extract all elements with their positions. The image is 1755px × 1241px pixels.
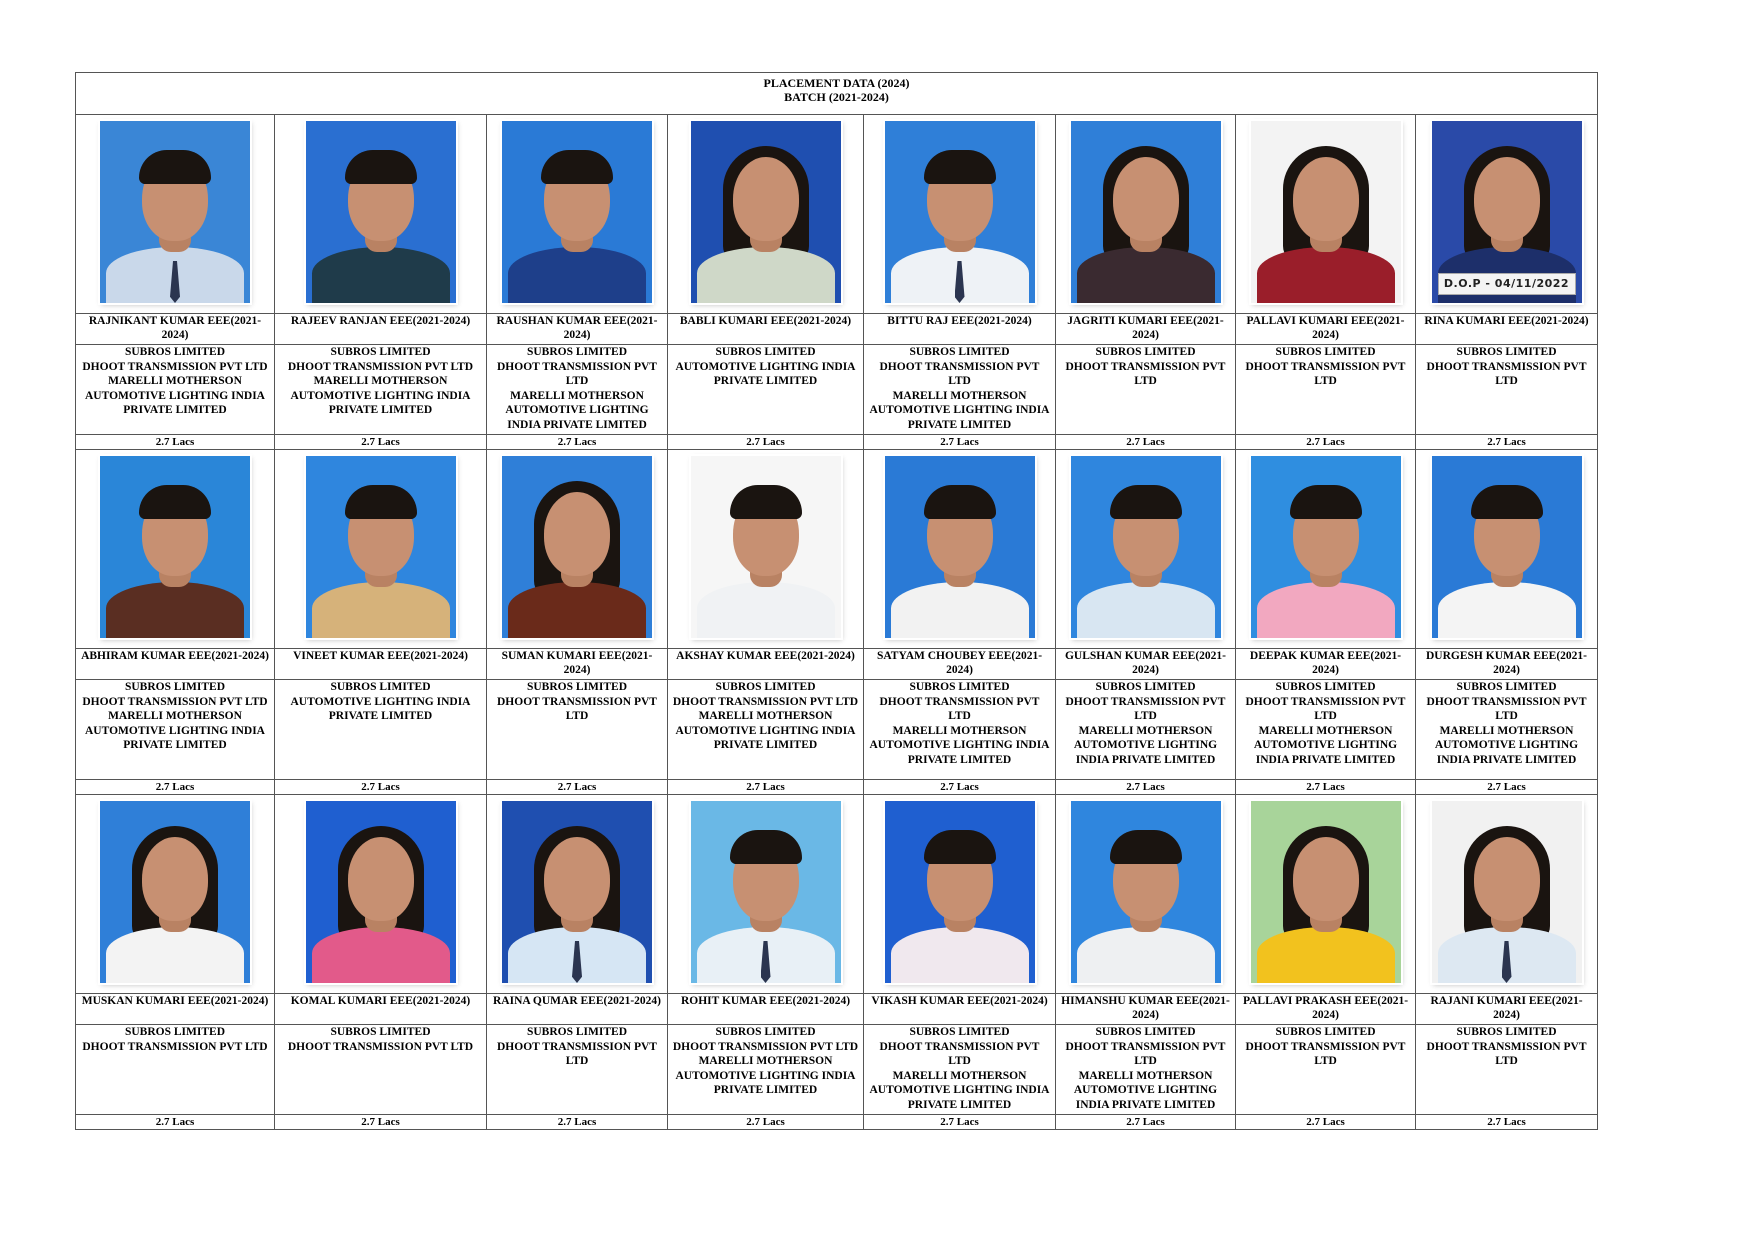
company-name: SUBROS LIMITED (1275, 681, 1376, 693)
salary-value: 2.7 Lacs (1416, 435, 1598, 450)
company-name: MARELLI MOTHERSON AUTOMOTIVE LIGHTING INDIA PRIVATE LIMITED (675, 1055, 856, 1096)
student-photo (885, 121, 1035, 303)
company-name: SUBROS LIMITED (715, 1026, 816, 1038)
student-photo (691, 121, 841, 303)
name-row (76, 994, 1598, 1025)
salary-value: 2.7 Lacs (275, 780, 487, 795)
photo-cell (1236, 450, 1416, 649)
student-name: RINA KUMARI EEE(2021-2024) (1416, 314, 1598, 345)
shirt (697, 247, 835, 303)
shirt (312, 927, 450, 983)
student-photo (306, 456, 456, 638)
student-name: GULSHAN KUMAR EEE(2021-2024) (1056, 649, 1236, 680)
salary-value: 2.7 Lacs (668, 780, 864, 795)
company-list (275, 680, 487, 780)
company-name: DHOOT TRANSMISSION PVT LTD (287, 360, 474, 373)
company-row (76, 1025, 1598, 1115)
face (142, 837, 208, 921)
company-list (1056, 345, 1236, 435)
face (1113, 157, 1179, 241)
title-cell (76, 73, 1598, 115)
company-name: DHOOT TRANSMISSION PVT LTD (1065, 360, 1226, 387)
company-name: DHOOT TRANSMISSION PVT LTD (1245, 695, 1406, 722)
hair (730, 830, 802, 864)
company-name: DHOOT TRANSMISSION PVT LTD (1065, 1040, 1226, 1067)
shirt (1077, 927, 1215, 983)
student-photo (100, 121, 250, 303)
student-photo (100, 801, 250, 983)
photo-cell (1416, 450, 1598, 649)
hair (1110, 485, 1182, 519)
company-list (1236, 680, 1416, 780)
salary-value: 2.7 Lacs (1056, 780, 1236, 795)
salary-row (76, 435, 1598, 450)
student-name: PALLAVI PRAKASH EEE(2021-2024) (1236, 994, 1416, 1025)
student-name: DURGESH KUMAR EEE(2021-2024) (1416, 649, 1598, 680)
name-row (76, 649, 1598, 680)
photo-cell (487, 795, 668, 994)
photo-cell (864, 450, 1056, 649)
photo-cell (275, 115, 487, 314)
shirt (1077, 582, 1215, 638)
student-photo (1071, 801, 1221, 983)
photo-cell (1236, 115, 1416, 314)
hair (345, 485, 417, 519)
company-name: DHOOT TRANSMISSION PVT LTD (879, 695, 1040, 722)
student-photo (691, 456, 841, 638)
photo-cell (275, 450, 487, 649)
company-list (76, 680, 275, 780)
company-name: SUBROS LIMITED (715, 346, 816, 358)
salary-value: 2.7 Lacs (1236, 1115, 1416, 1130)
company-name: SUBROS LIMITED (526, 1026, 627, 1038)
salary-value: 2.7 Lacs (1056, 435, 1236, 450)
company-name: SUBROS LIMITED (1095, 346, 1196, 358)
salary-value: 2.7 Lacs (864, 780, 1056, 795)
student-photo (1432, 456, 1582, 638)
company-name: SUBROS LIMITED (715, 681, 816, 693)
student-name: RAJANI KUMARI EEE(2021-2024) (1416, 994, 1598, 1025)
company-list (668, 345, 864, 435)
student-photo (1432, 121, 1582, 303)
photo-cell (76, 115, 275, 314)
salary-value: 2.7 Lacs (76, 1115, 275, 1130)
salary-value: 2.7 Lacs (1416, 780, 1598, 795)
company-name: DHOOT TRANSMISSION PVT LTD (1426, 1040, 1587, 1067)
company-list (487, 680, 668, 780)
shirt (1077, 247, 1215, 303)
company-name: MARELLI MOTHERSON AUTOMOTIVE LIGHTING INDIA PRIVATE LIMITED (869, 1069, 1050, 1111)
title-row (76, 73, 1598, 115)
student-name: VINEET KUMAR EEE(2021-2024) (275, 649, 487, 680)
company-name: MARELLI MOTHERSON AUTOMOTIVE LIGHTING INDIA PRIVATE LIMITED (1253, 724, 1398, 766)
student-name: RAUSHAN KUMAR EEE(2021-2024) (487, 314, 668, 345)
hair (139, 150, 211, 184)
shirt (697, 582, 835, 638)
photo-cell (864, 795, 1056, 994)
salary-value: 2.7 Lacs (668, 1115, 864, 1130)
face (544, 837, 610, 921)
company-name: DHOOT TRANSMISSION PVT LTD (497, 695, 657, 722)
company-row (76, 680, 1598, 780)
photo-cell (668, 450, 864, 649)
company-list (864, 680, 1056, 780)
shirt (312, 582, 450, 638)
hair (924, 485, 996, 519)
hair (541, 150, 613, 184)
salary-row (76, 1115, 1598, 1130)
shirt (1257, 247, 1395, 303)
photo-date-stamp: D.O.P - 04/11/2022 (1438, 273, 1576, 295)
company-name: DHOOT TRANSMISSION PVT LTD (497, 1040, 657, 1067)
student-photo (100, 456, 250, 638)
student-photo (1071, 456, 1221, 638)
shirt (106, 582, 244, 638)
salary-value: 2.7 Lacs (1416, 1115, 1598, 1130)
salary-value: 2.7 Lacs (275, 1115, 487, 1130)
photo-cell (1416, 115, 1598, 314)
company-name: SUBROS LIMITED (526, 681, 627, 693)
company-name: SUBROS LIMITED (1275, 1026, 1376, 1038)
photo-cell (864, 115, 1056, 314)
company-name: SUBROS LIMITED (1456, 681, 1557, 693)
shirt (508, 247, 646, 303)
company-name: SUBROS LIMITED (1275, 346, 1376, 358)
shirt (1257, 582, 1395, 638)
company-name: MARELLI MOTHERSON AUTOMOTIVE LIGHTING INDIA PRIVATE LIMITED (675, 710, 856, 751)
salary-value: 2.7 Lacs (668, 435, 864, 450)
company-name: DHOOT TRANSMISSION PVT LTD (879, 360, 1040, 387)
company-list (275, 345, 487, 435)
salary-value: 2.7 Lacs (487, 780, 668, 795)
face (733, 157, 799, 241)
photo-cell (1056, 115, 1236, 314)
company-name: DHOOT TRANSMISSION PVT LTD (82, 695, 268, 708)
student-name: AKSHAY KUMAR EEE(2021-2024) (668, 649, 864, 680)
company-list (76, 345, 275, 435)
placement-table (75, 72, 1598, 1130)
shirt (106, 927, 244, 983)
student-name: JAGRITI KUMARI EEE(2021-2024) (1056, 314, 1236, 345)
salary-value: 2.7 Lacs (76, 435, 275, 450)
photo-cell (668, 795, 864, 994)
company-name: DHOOT TRANSMISSION PVT LTD (1426, 695, 1587, 722)
face (348, 837, 414, 921)
student-photo (1071, 121, 1221, 303)
company-list (76, 1025, 275, 1115)
salary-row (76, 780, 1598, 795)
hair (730, 485, 802, 519)
company-list (668, 680, 864, 780)
company-name: DHOOT TRANSMISSION PVT LTD (287, 1040, 474, 1053)
student-name: RAJNIKANT KUMAR EEE(2021-2024) (76, 314, 275, 345)
company-list (668, 1025, 864, 1115)
company-list (275, 1025, 487, 1115)
student-name: MUSKAN KUMARI EEE(2021-2024) (76, 994, 275, 1025)
salary-value: 2.7 Lacs (864, 435, 1056, 450)
shirt (508, 582, 646, 638)
company-list (1416, 680, 1598, 780)
hair (924, 830, 996, 864)
company-name: SUBROS LIMITED (124, 1026, 225, 1038)
company-name: MARELLI MOTHERSON AUTOMOTIVE LIGHTING INDIA PRIVATE LIMITED (869, 724, 1050, 766)
photo-row (76, 795, 1598, 994)
salary-value: 2.7 Lacs (487, 435, 668, 450)
student-photo (502, 121, 652, 303)
shirt (1257, 927, 1395, 983)
company-name: SUBROS LIMITED (330, 1026, 431, 1038)
photo-cell (487, 450, 668, 649)
salary-value: 2.7 Lacs (487, 1115, 668, 1130)
salary-value: 2.7 Lacs (864, 1115, 1056, 1130)
student-photo (306, 801, 456, 983)
hair (924, 150, 996, 184)
company-name: MARELLI MOTHERSON AUTOMOTIVE LIGHTING INDIA PRIVATE LIMITED (1434, 724, 1579, 766)
face (1293, 157, 1359, 241)
student-photo (885, 456, 1035, 638)
company-list (1416, 1025, 1598, 1115)
company-name: DHOOT TRANSMISSION PVT LTD (672, 695, 859, 708)
photo-row (76, 115, 1598, 314)
company-list (1056, 1025, 1236, 1115)
company-name: DHOOT TRANSMISSION PVT LTD (497, 360, 657, 387)
company-name: SUBROS LIMITED (1456, 346, 1557, 358)
student-name: PALLAVI KUMARI EEE(2021-2024) (1236, 314, 1416, 345)
salary-value: 2.7 Lacs (1236, 435, 1416, 450)
student-name: BITTU RAJ EEE(2021-2024) (864, 314, 1056, 345)
photo-cell (668, 115, 864, 314)
photo-cell (1416, 795, 1598, 994)
student-photo (306, 121, 456, 303)
student-name: ABHIRAM KUMAR EEE(2021-2024) (76, 649, 275, 680)
company-list (864, 1025, 1056, 1115)
face (1293, 837, 1359, 921)
student-photo (502, 801, 652, 983)
company-name: DHOOT TRANSMISSION PVT LTD (82, 360, 268, 373)
student-name: DEEPAK KUMAR EEE(2021-2024) (1236, 649, 1416, 680)
hair (139, 485, 211, 519)
company-name: SUBROS LIMITED (909, 346, 1010, 358)
student-name: SATYAM CHOUBEY EEE(2021-2024) (864, 649, 1056, 680)
student-name: HIMANSHU KUMAR EEE(2021-2024) (1056, 994, 1236, 1025)
photo-cell (1056, 795, 1236, 994)
shirt (891, 927, 1029, 983)
company-name: DHOOT TRANSMISSION PVT LTD (879, 1040, 1040, 1067)
student-photo (1251, 801, 1401, 983)
student-photo (691, 801, 841, 983)
student-photo (885, 801, 1035, 983)
company-name: DHOOT TRANSMISSION PVT LTD (672, 1040, 859, 1053)
company-name: AUTOMOTIVE LIGHTING INDIA PRIVATE LIMITED (290, 695, 471, 722)
company-name: AUTOMOTIVE LIGHTING INDIA PRIVATE LIMITED (675, 360, 856, 387)
student-name: ROHIT KUMAR EEE(2021-2024) (668, 994, 864, 1025)
name-row (76, 314, 1598, 345)
salary-value: 2.7 Lacs (76, 780, 275, 795)
company-name: SUBROS LIMITED (1456, 1026, 1557, 1038)
company-name: MARELLI MOTHERSON AUTOMOTIVE LIGHTING INDIA PRIVATE LIMITED (1073, 1069, 1218, 1111)
batch-label: BATCH (2021-2024) (784, 90, 889, 104)
company-name: MARELLI MOTHERSON AUTOMOTIVE LIGHTING INDIA PRIVATE LIMITED (85, 375, 265, 416)
company-name: SUBROS LIMITED (909, 681, 1010, 693)
face (544, 492, 610, 576)
hair (345, 150, 417, 184)
company-name: SUBROS LIMITED (330, 681, 431, 693)
student-name: KOMAL KUMARI EEE(2021-2024) (275, 994, 487, 1025)
company-name: MARELLI MOTHERSON AUTOMOTIVE LIGHTING INDIA PRIVATE LIMITED (505, 389, 649, 431)
hair (1471, 485, 1543, 519)
company-name: SUBROS LIMITED (909, 1026, 1010, 1038)
company-name: MARELLI MOTHERSON AUTOMOTIVE LIGHTING INDIA PRIVATE LIMITED (85, 710, 265, 751)
company-list (1416, 345, 1598, 435)
company-list (487, 345, 668, 435)
salary-value: 2.7 Lacs (1056, 1115, 1236, 1130)
hair (1290, 485, 1362, 519)
company-name: SUBROS LIMITED (1095, 681, 1196, 693)
face (1474, 157, 1540, 241)
company-name: DHOOT TRANSMISSION PVT LTD (1426, 360, 1587, 387)
student-photo (502, 456, 652, 638)
shirt (891, 582, 1029, 638)
company-name: MARELLI MOTHERSON AUTOMOTIVE LIGHTING INDIA PRIVATE LIMITED (1073, 724, 1218, 766)
salary-value: 2.7 Lacs (275, 435, 487, 450)
company-list (487, 1025, 668, 1115)
company-name: SUBROS LIMITED (124, 681, 225, 693)
hair (1110, 830, 1182, 864)
company-name: SUBROS LIMITED (526, 346, 627, 358)
company-list (1056, 680, 1236, 780)
company-name: DHOOT TRANSMISSION PVT LTD (1245, 1040, 1406, 1067)
company-name: DHOOT TRANSMISSION PVT LTD (82, 1040, 268, 1053)
student-name: RAJEEV RANJAN EEE(2021-2024) (275, 314, 487, 345)
company-list (1236, 345, 1416, 435)
company-name: MARELLI MOTHERSON AUTOMOTIVE LIGHTING INDIA PRIVATE LIMITED (290, 375, 471, 416)
page-title: PLACEMENT DATA (2024) (763, 76, 910, 90)
company-name: SUBROS LIMITED (1095, 1026, 1196, 1038)
company-name: DHOOT TRANSMISSION PVT LTD (1245, 360, 1406, 387)
student-photo (1432, 801, 1582, 983)
student-name: VIKASH KUMAR EEE(2021-2024) (864, 994, 1056, 1025)
student-photo (1251, 121, 1401, 303)
company-list (1236, 1025, 1416, 1115)
photo-cell (1056, 450, 1236, 649)
shirt (312, 247, 450, 303)
student-photo (1251, 456, 1401, 638)
student-name: SUMAN KUMARI EEE(2021-2024) (487, 649, 668, 680)
photo-cell (275, 795, 487, 994)
company-list (864, 345, 1056, 435)
salary-value: 2.7 Lacs (1236, 780, 1416, 795)
photo-cell (76, 795, 275, 994)
photo-cell (76, 450, 275, 649)
face (1474, 837, 1540, 921)
shirt (1438, 582, 1576, 638)
photo-row (76, 450, 1598, 649)
company-name: MARELLI MOTHERSON AUTOMOTIVE LIGHTING INDIA PRIVATE LIMITED (869, 389, 1050, 431)
photo-cell (487, 115, 668, 314)
company-row (76, 345, 1598, 435)
student-name: BABLI KUMARI EEE(2021-2024) (668, 314, 864, 345)
company-name: SUBROS LIMITED (124, 346, 225, 358)
photo-cell (1236, 795, 1416, 994)
company-name: DHOOT TRANSMISSION PVT LTD (1065, 695, 1226, 722)
student-name: RAINA QUMAR EEE(2021-2024) (487, 994, 668, 1025)
company-name: SUBROS LIMITED (330, 346, 431, 358)
placement-table-body (76, 73, 1598, 1130)
